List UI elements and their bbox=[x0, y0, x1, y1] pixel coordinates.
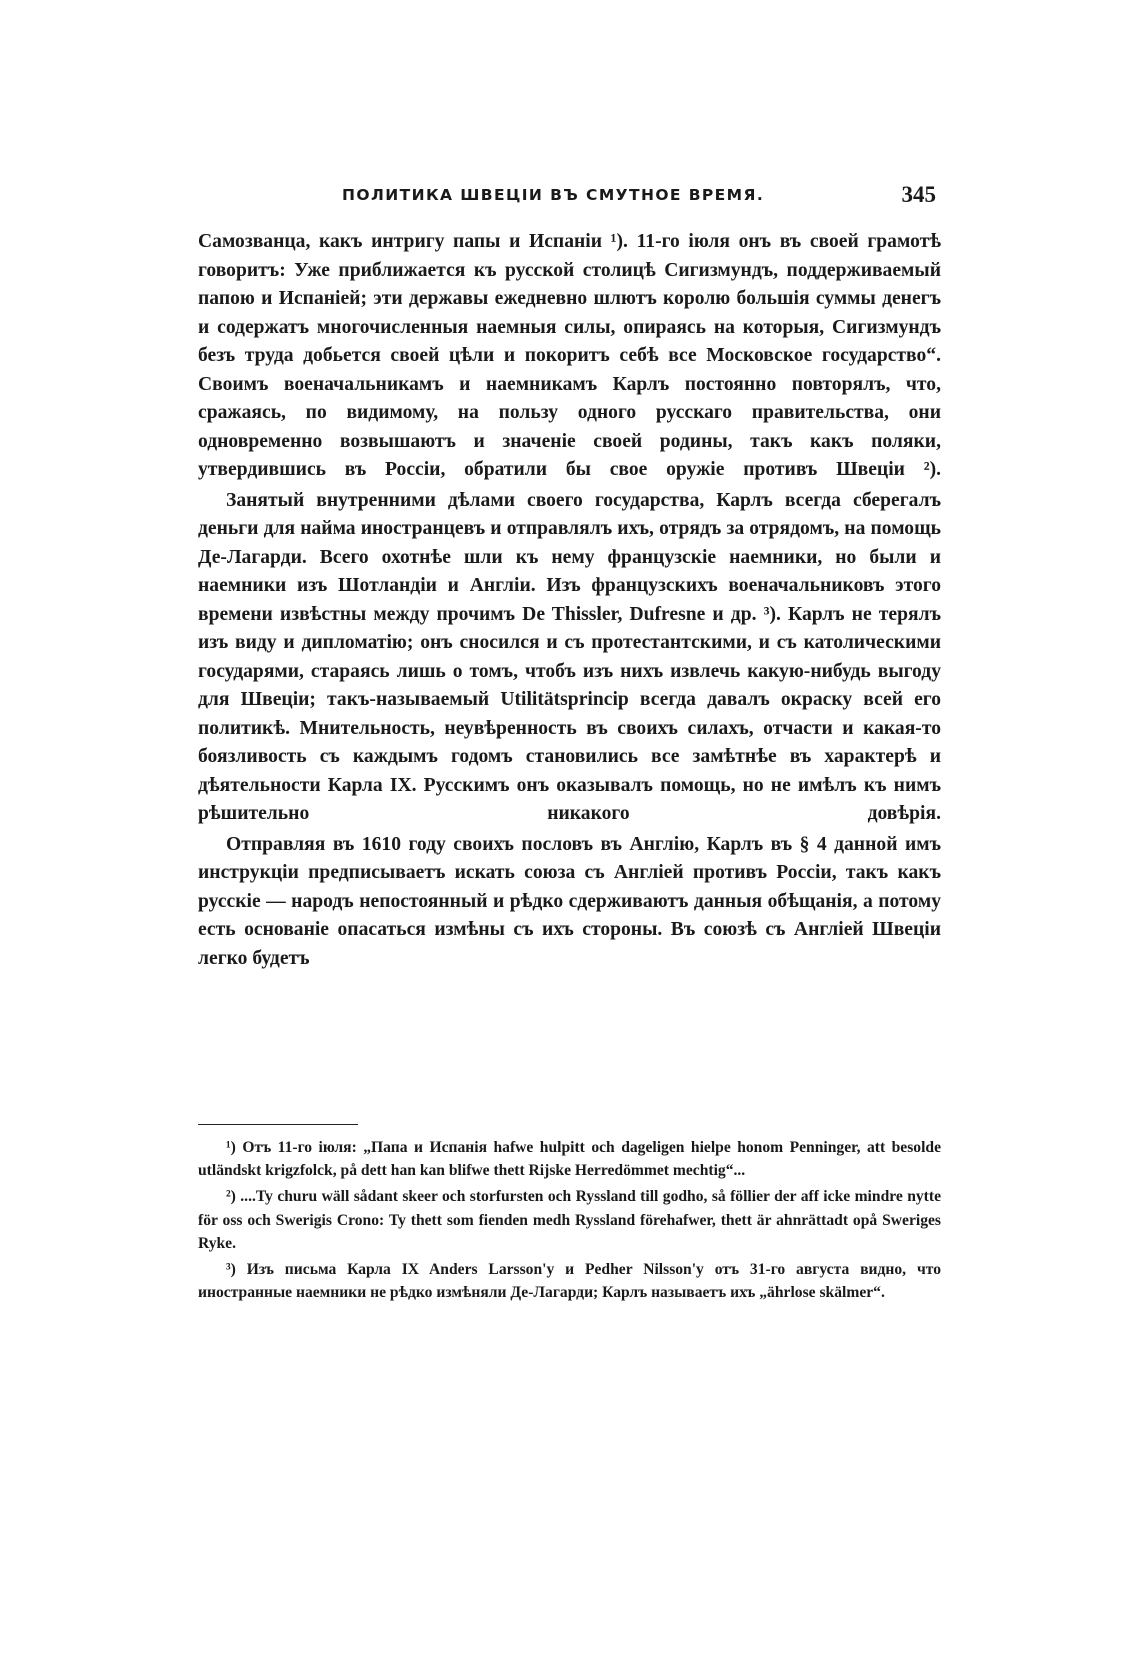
body-paragraph-2: Занятый внутренними дѣлами своего государства, Карлъ всегда сберегалъ деньги для найма иностранцевъ и отправлялъ ихъ, отрядъ за отрядомъ, на помощь Де-Лагарди. Всего охотнѣе шли къ нему французскіе наемники, но были и наемники изъ Шотландіи и Англіи. Изъ французскихъ военачальниковъ этого времени извѣстны между прочимъ De Thissler, Dufresne и др. ³). Карлъ не терялъ изъ виду и дипломатію; онъ сносился и съ протестантскими, и съ католическими государями, стараясь лишь о томъ, чтобъ изъ нихъ извлечь какую-нибудь выгоду для Швеціи; такъ-называемый Utilitätsprincip всегда давалъ окраску всей его политикѣ. Мнительность, неувѣренность въ своихъ силахъ, отчасти и какая-то боязливость съ каждымъ годомъ становились все замѣтнѣе въ характерѣ и дѣятельности Карла IX. Русскимъ онъ оказывалъ помощь, но не имѣлъ къ нимъ рѣшительно никакого довѣрія. bbox=[198, 489, 941, 824]
body-text bbox=[198, 228, 941, 973]
page-header bbox=[200, 182, 940, 212]
footnote-1: ¹) Отъ 11-го іюля: „Папа и Испанія hafwe hulpitt och dageligen hielpe honom Penninger, att besolde utländskt krigzfolck, på dett han kan blifwe thett Rijske Herredömmet mechtig“... bbox=[198, 1139, 941, 1180]
body-paragraph-3: Отправляя въ 1610 году своихъ пословъ въ Англію, Карлъ въ § 4 данной имъ инструкціи предписываетъ искать союза съ Англіей противъ Россіи, такъ какъ русскіе — народъ непостоянный и рѣдко сдерживаютъ данныя обѣщанія, а потому есть основаніе опасаться измѣны съ ихъ стороны. Въ союзѣ съ Англіей Швеціи легко будетъ bbox=[198, 833, 941, 969]
footnotes bbox=[198, 1136, 941, 1304]
footnote-2: ²) ....Ty churu wäll sådant skeer och storfursten och Ryssland till godho, så föllier der aff icke mindre nytte för oss och Swerigis Crono: Ty thett som fienden medh Ryssland förehafwer, thett är ahnrättadt opå Sweriges Ryke. bbox=[198, 1188, 941, 1252]
body-paragraph-1: Самозванца, какъ интригу папы и Испаніи ¹). 11-го іюля онъ въ своей грамотѣ говоритъ: Уже приближается къ русской столицѣ Сигизмундъ, поддерживаемый папою и Испаніей; эти державы ежедневно шлютъ королю большія суммы денегъ и содержатъ многочисленныя наемныя силы, опираясь на которыя, Сигизмундъ безъ труда добьется своей цѣли и покоритъ себѣ все Московское государство“. Своимъ военачальникамъ и наемникамъ Карлъ постоянно повторялъ, что, сражаясь, по видимому, на пользу одного русскаго правительства, они одновременно возвышаютъ и значеніе своей родины, такъ какъ поляки, утвердившись въ Россіи, обратили бы свое оружіе противъ Швеціи ²). bbox=[198, 231, 941, 480]
page-number: 345 bbox=[901, 182, 936, 207]
footnote-separator bbox=[198, 1124, 358, 1125]
running-title: ПОЛИТИКА ШВЕЦІИ ВЪ СМУТНОЕ ВРЕМЯ. bbox=[342, 186, 765, 204]
footnote-3: ³) Изъ письма Карла IX Anders Larsson'у и Pedher Nilsson'у отъ 31-го августа видно, что иностранные наемники не рѣдко измѣняли Де-Лагарди; Карлъ называетъ ихъ „ährlose skälmer“. bbox=[198, 1261, 941, 1302]
